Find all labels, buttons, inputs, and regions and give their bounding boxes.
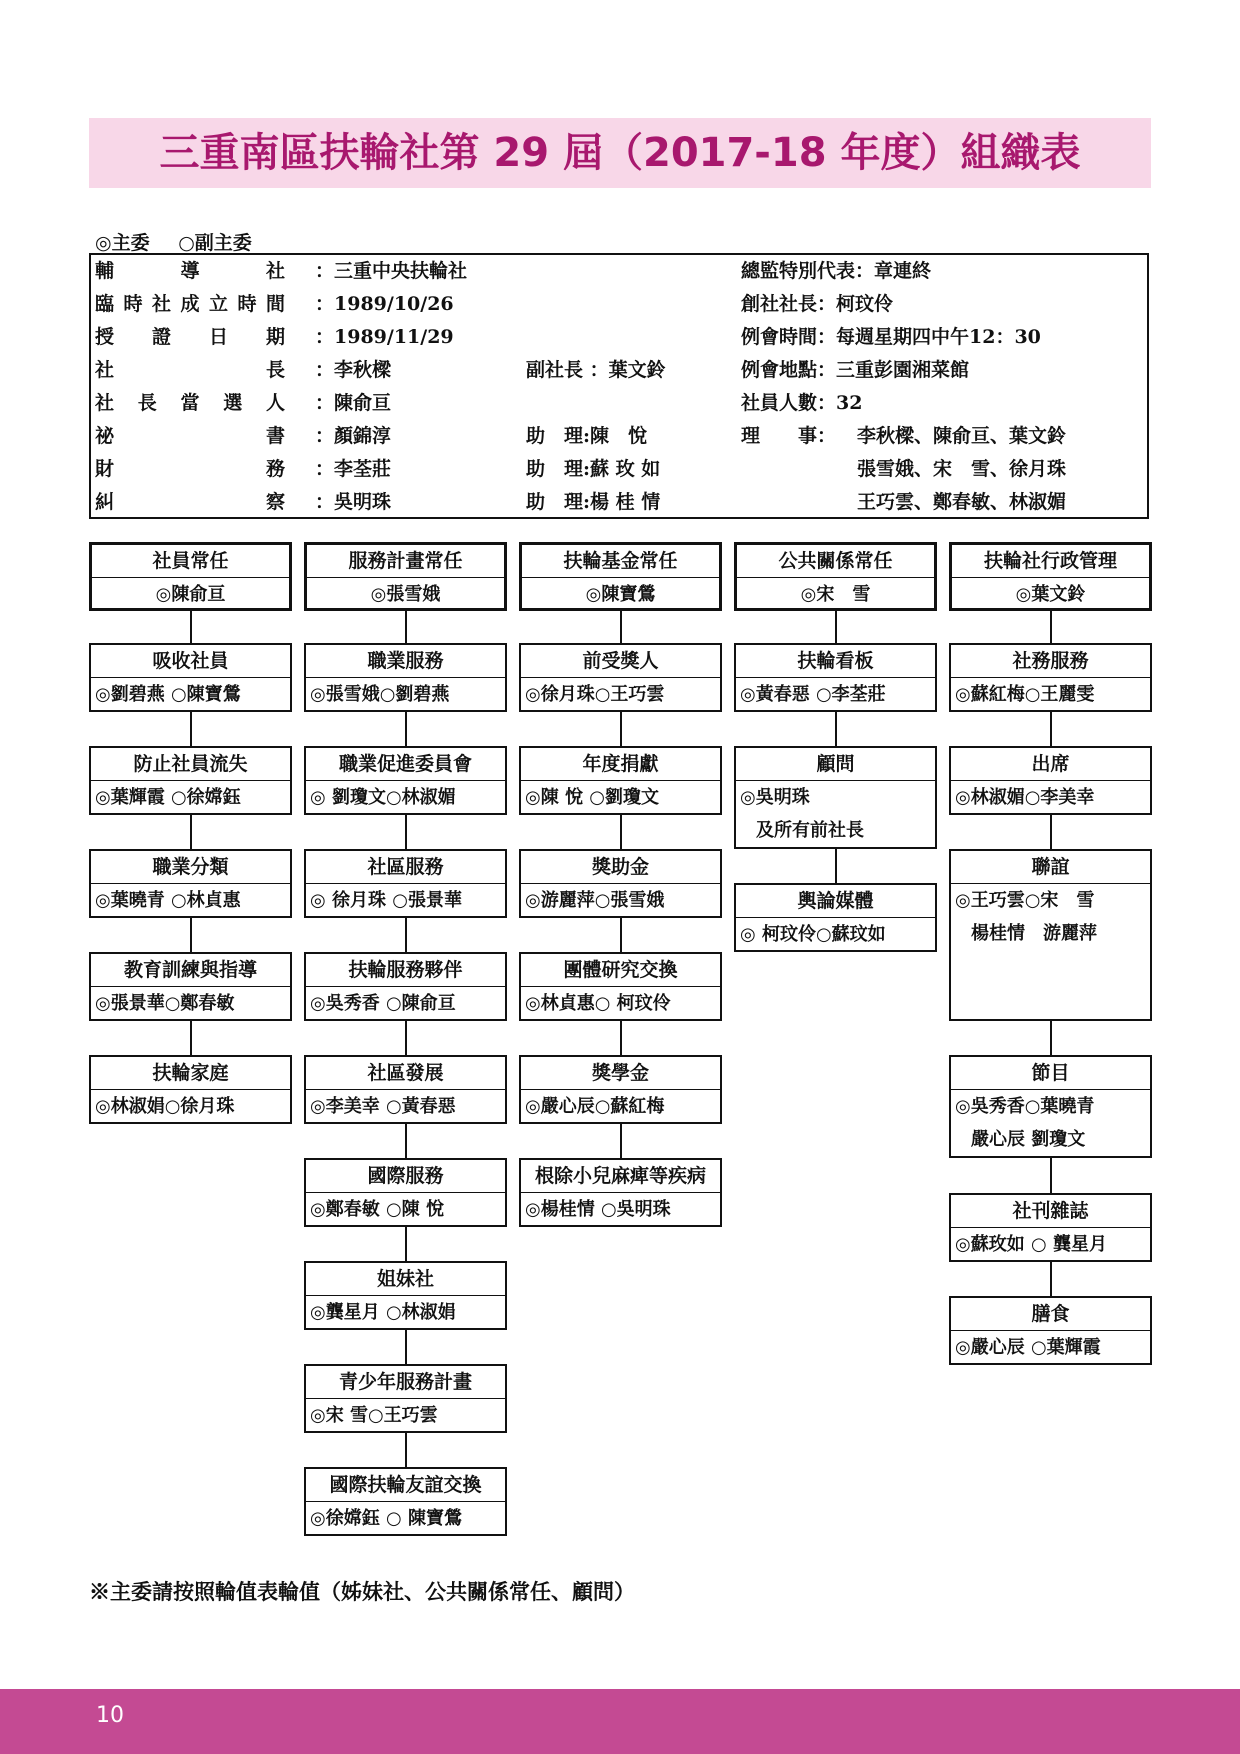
vice-president: 副社長 ：葉文鈴 (526, 359, 666, 381)
subcommittee-members: ◎龔星月 ○林淑娟 (310, 1302, 456, 1323)
subcommittee-box (519, 1158, 722, 1227)
subcommittee-box (949, 643, 1152, 712)
committee-head-chair: ◎張雪娥 (370, 584, 441, 605)
assistant: 助 理:楊 桂 情 (526, 491, 661, 513)
info-right: 創社社長：柯玟伶 (741, 293, 894, 315)
assistant: 助 理:蘇 玫 如 (526, 458, 661, 480)
subcommittee-box (304, 643, 507, 712)
subcommittee-title: 吸收社員 (91, 645, 290, 678)
info-value: ：陳俞亘 (315, 392, 392, 414)
subcommittee-title: 教育訓練與指導 (91, 954, 290, 987)
subcommittee-box (949, 1055, 1152, 1158)
info-label: 輔導社 (95, 260, 285, 282)
subcommittee-box (734, 883, 937, 952)
subcommittee-title: 職業分類 (91, 851, 290, 884)
info-right: 例會時間：每週星期四中午12：30 (741, 326, 1041, 348)
subcommittee-box (519, 849, 722, 918)
committee-head-box (949, 542, 1152, 611)
title-banner (89, 118, 1151, 188)
subcommittee-box (304, 849, 507, 918)
subcommittee-box (519, 643, 722, 712)
subcommittee-members: 楊桂情 游麗萍 (971, 923, 1097, 944)
subcommittee-members: ◎林淑娟○徐月珠 (95, 1096, 235, 1117)
directors-line: 王巧雲、鄭春敏、林淑媚 (857, 491, 1067, 513)
subcommittee-members: ◎ 柯玟伶○蘇玟如 (740, 924, 886, 945)
committee-head-chair: ◎宋 雪 (800, 584, 871, 605)
subcommittee-box (304, 1364, 507, 1433)
subcommittee-title: 職業促進委員會 (306, 748, 505, 781)
subcommittee-title: 社區發展 (306, 1057, 505, 1090)
subcommittee-box (519, 952, 722, 1021)
subcommittee-members: ◎楊桂情 ○吳明珠 (525, 1199, 671, 1220)
subcommittee-members: ◎蘇玫如 ○ 龔星月 (955, 1234, 1107, 1255)
subcommittee-box (304, 1261, 507, 1330)
subcommittee-members: ◎吳明珠 (740, 787, 810, 808)
committee-head-chair: ◎陳寶鶯 (585, 584, 656, 605)
subcommittee-title: 獎學金 (521, 1057, 720, 1090)
subcommittee-box (89, 643, 292, 712)
subcommittee-members: ◎葉輝霞 ○徐嫦鈺 (95, 787, 241, 808)
subcommittee-members: ◎張景華○鄭春敏 (95, 993, 235, 1014)
subcommittee-title: 顧問 (736, 748, 935, 781)
subcommittee-members: ◎劉碧燕 ○陳寶鶯 (95, 684, 241, 705)
committee-head-chair: ◎陳俞亘 (155, 584, 226, 605)
subcommittee-title: 輿論媒體 (736, 885, 935, 918)
page-number: 10 (96, 1703, 124, 1728)
committee-head-title: 扶輪社行政管理 (952, 545, 1149, 578)
legend (95, 228, 274, 255)
subcommittee-members: ◎嚴心辰○蘇紅梅 (525, 1096, 665, 1117)
subcommittee-box (304, 746, 507, 815)
page-title: 三重南區扶輪社第 29 屆（2017-18 年度）組織表 (159, 130, 1081, 176)
subcommittee-title: 防止社員流失 (91, 748, 290, 781)
subcommittee-members: ◎王巧雲○宋 雪 (955, 890, 1095, 911)
info-label: 社長 (95, 359, 285, 381)
subcommittee-members: ◎蘇紅梅○王麗雯 (955, 684, 1095, 705)
committee-head-chair: ◎葉文鈴 (1015, 584, 1086, 605)
subcommittee-title: 團體研究交換 (521, 954, 720, 987)
subcommittee-box (519, 746, 722, 815)
info-label: 授證日期 (95, 326, 285, 348)
subcommittee-members: ◎黃春惡 ○李荃莊 (740, 684, 886, 705)
subcommittee-title: 前受獎人 (521, 645, 720, 678)
rotation-note: ※主委請按照輪值表輪值（姊妹社、公共關係常任、顧問） (89, 1579, 635, 1604)
subcommittee-title: 膳食 (951, 1298, 1150, 1331)
subcommittee-title: 姐妹社 (306, 1263, 505, 1296)
info-label: 財務 (95, 458, 285, 480)
subcommittee-box (89, 952, 292, 1021)
subcommittee-members: ◎徐月珠○王巧雲 (525, 684, 665, 705)
info-label: 臨時社成立時間 (95, 293, 285, 315)
subcommittee-members: ◎徐嫦鈺 ○ 陳寶鶯 (310, 1508, 462, 1529)
subcommittee-members: 嚴心辰 劉瓊文 (971, 1129, 1086, 1150)
subcommittee-members: ◎吳秀香 ○陳俞亘 (310, 993, 456, 1014)
info-value: ：三重中央扶輪社 (315, 260, 468, 282)
committee-head-title: 扶輪基金常任 (522, 545, 719, 578)
subcommittee-title: 扶輪服務夥伴 (306, 954, 505, 987)
committee-head-box (734, 542, 937, 611)
subcommittee-title: 出席 (951, 748, 1150, 781)
subcommittee-box (304, 1055, 507, 1124)
legend-main: ◎主委 (95, 232, 150, 254)
legend-vice: ○副主委 (178, 232, 252, 254)
info-right: 總監特別代表：章連終 (741, 260, 932, 282)
subcommittee-title: 國際服務 (306, 1160, 505, 1193)
subcommittee-members: ◎李美幸 ○黃春惡 (310, 1096, 456, 1117)
subcommittee-title: 扶輪家庭 (91, 1057, 290, 1090)
subcommittee-box (89, 1055, 292, 1124)
subcommittee-title: 國際扶輪友誼交換 (306, 1469, 505, 1502)
subcommittee-title: 年度捐獻 (521, 748, 720, 781)
subcommittee-members: ◎陳 悅 ○劉瓊文 (525, 787, 659, 808)
subcommittee-box (949, 1193, 1152, 1262)
info-label: 糾察 (95, 491, 285, 513)
committee-head-box (304, 542, 507, 611)
subcommittee-members: ◎嚴心辰 ○葉輝霞 (955, 1337, 1101, 1358)
subcommittee-members: ◎ 劉瓊文○林淑媚 (310, 787, 456, 808)
subcommittee-box (949, 746, 1152, 815)
directors-line: 李秋樑、陳俞亘、葉文鈴 (857, 425, 1067, 447)
info-value: ：1989/10/26 (315, 293, 454, 315)
subcommittee-title: 獎助金 (521, 851, 720, 884)
subcommittee-title: 社刊雜誌 (951, 1195, 1150, 1228)
info-value: ：1989/11/29 (315, 326, 454, 348)
committee-head-title: 社員常任 (92, 545, 289, 578)
subcommittee-members: ◎林淑媚○李美幸 (955, 787, 1095, 808)
directors-line: 張雪娥、宋 雪、徐月珠 (857, 458, 1067, 480)
subcommittee-members: ◎宋 雪○王巧雲 (310, 1405, 438, 1426)
subcommittee-members: ◎鄭春敏 ○陳 悅 (310, 1199, 444, 1220)
info-label: 祕書 (95, 425, 285, 447)
subcommittee-title: 職業服務 (306, 645, 505, 678)
subcommittee-title: 扶輪看板 (736, 645, 935, 678)
club-info-box (89, 253, 1149, 519)
info-right: 社員人數：32 (741, 392, 863, 414)
info-value: ：李秋樑 (315, 359, 392, 381)
subcommittee-title: 青少年服務計畫 (306, 1366, 505, 1399)
committee-head-title: 公共關係常任 (737, 545, 934, 578)
info-value: ：顏錦淳 (315, 425, 392, 447)
committee-head-box (519, 542, 722, 611)
subcommittee-box (89, 849, 292, 918)
subcommittee-members: 及所有前社長 (756, 820, 864, 841)
subcommittee-title: 社務服務 (951, 645, 1150, 678)
subcommittee-members: ◎林貞惠○ 柯玟伶 (525, 993, 671, 1014)
info-label: 社長當選人 (95, 392, 285, 414)
footer-bar (0, 1689, 1240, 1754)
info-value: ：李荃莊 (315, 458, 392, 480)
subcommittee-box (949, 1296, 1152, 1365)
subcommittee-box (734, 746, 937, 849)
subcommittee-title: 節目 (951, 1057, 1150, 1090)
subcommittee-box (304, 1467, 507, 1536)
subcommittee-box (949, 849, 1152, 1021)
committee-head-title: 服務計畫常任 (307, 545, 504, 578)
assistant: 助 理:陳 悅 (526, 425, 648, 447)
subcommittee-title: 社區服務 (306, 851, 505, 884)
info-value: ：吳明珠 (315, 491, 392, 513)
subcommittee-title: 根除小兒麻痺等疾病 (521, 1160, 720, 1193)
subcommittee-box (304, 1158, 507, 1227)
info-right: 例會地點：三重彭園湘菜館 (741, 359, 970, 381)
subcommittee-box (519, 1055, 722, 1124)
connector-line (405, 611, 407, 1467)
committee-head-box (89, 542, 292, 611)
subcommittee-members: ◎張雪娥○劉碧燕 (310, 684, 450, 705)
subcommittee-box (304, 952, 507, 1021)
subcommittee-box (89, 746, 292, 815)
subcommittee-box (734, 643, 937, 712)
directors-label: 理 事： (741, 425, 837, 447)
subcommittee-members: ◎ 徐月珠 ○張景華 (310, 890, 462, 911)
subcommittee-members: ◎游麗萍○張雪娥 (525, 890, 665, 911)
subcommittee-members: ◎葉曉青 ○林貞惠 (95, 890, 241, 911)
subcommittee-members: ◎吳秀香○葉曉青 (955, 1096, 1095, 1117)
subcommittee-title: 聯誼 (951, 851, 1150, 884)
